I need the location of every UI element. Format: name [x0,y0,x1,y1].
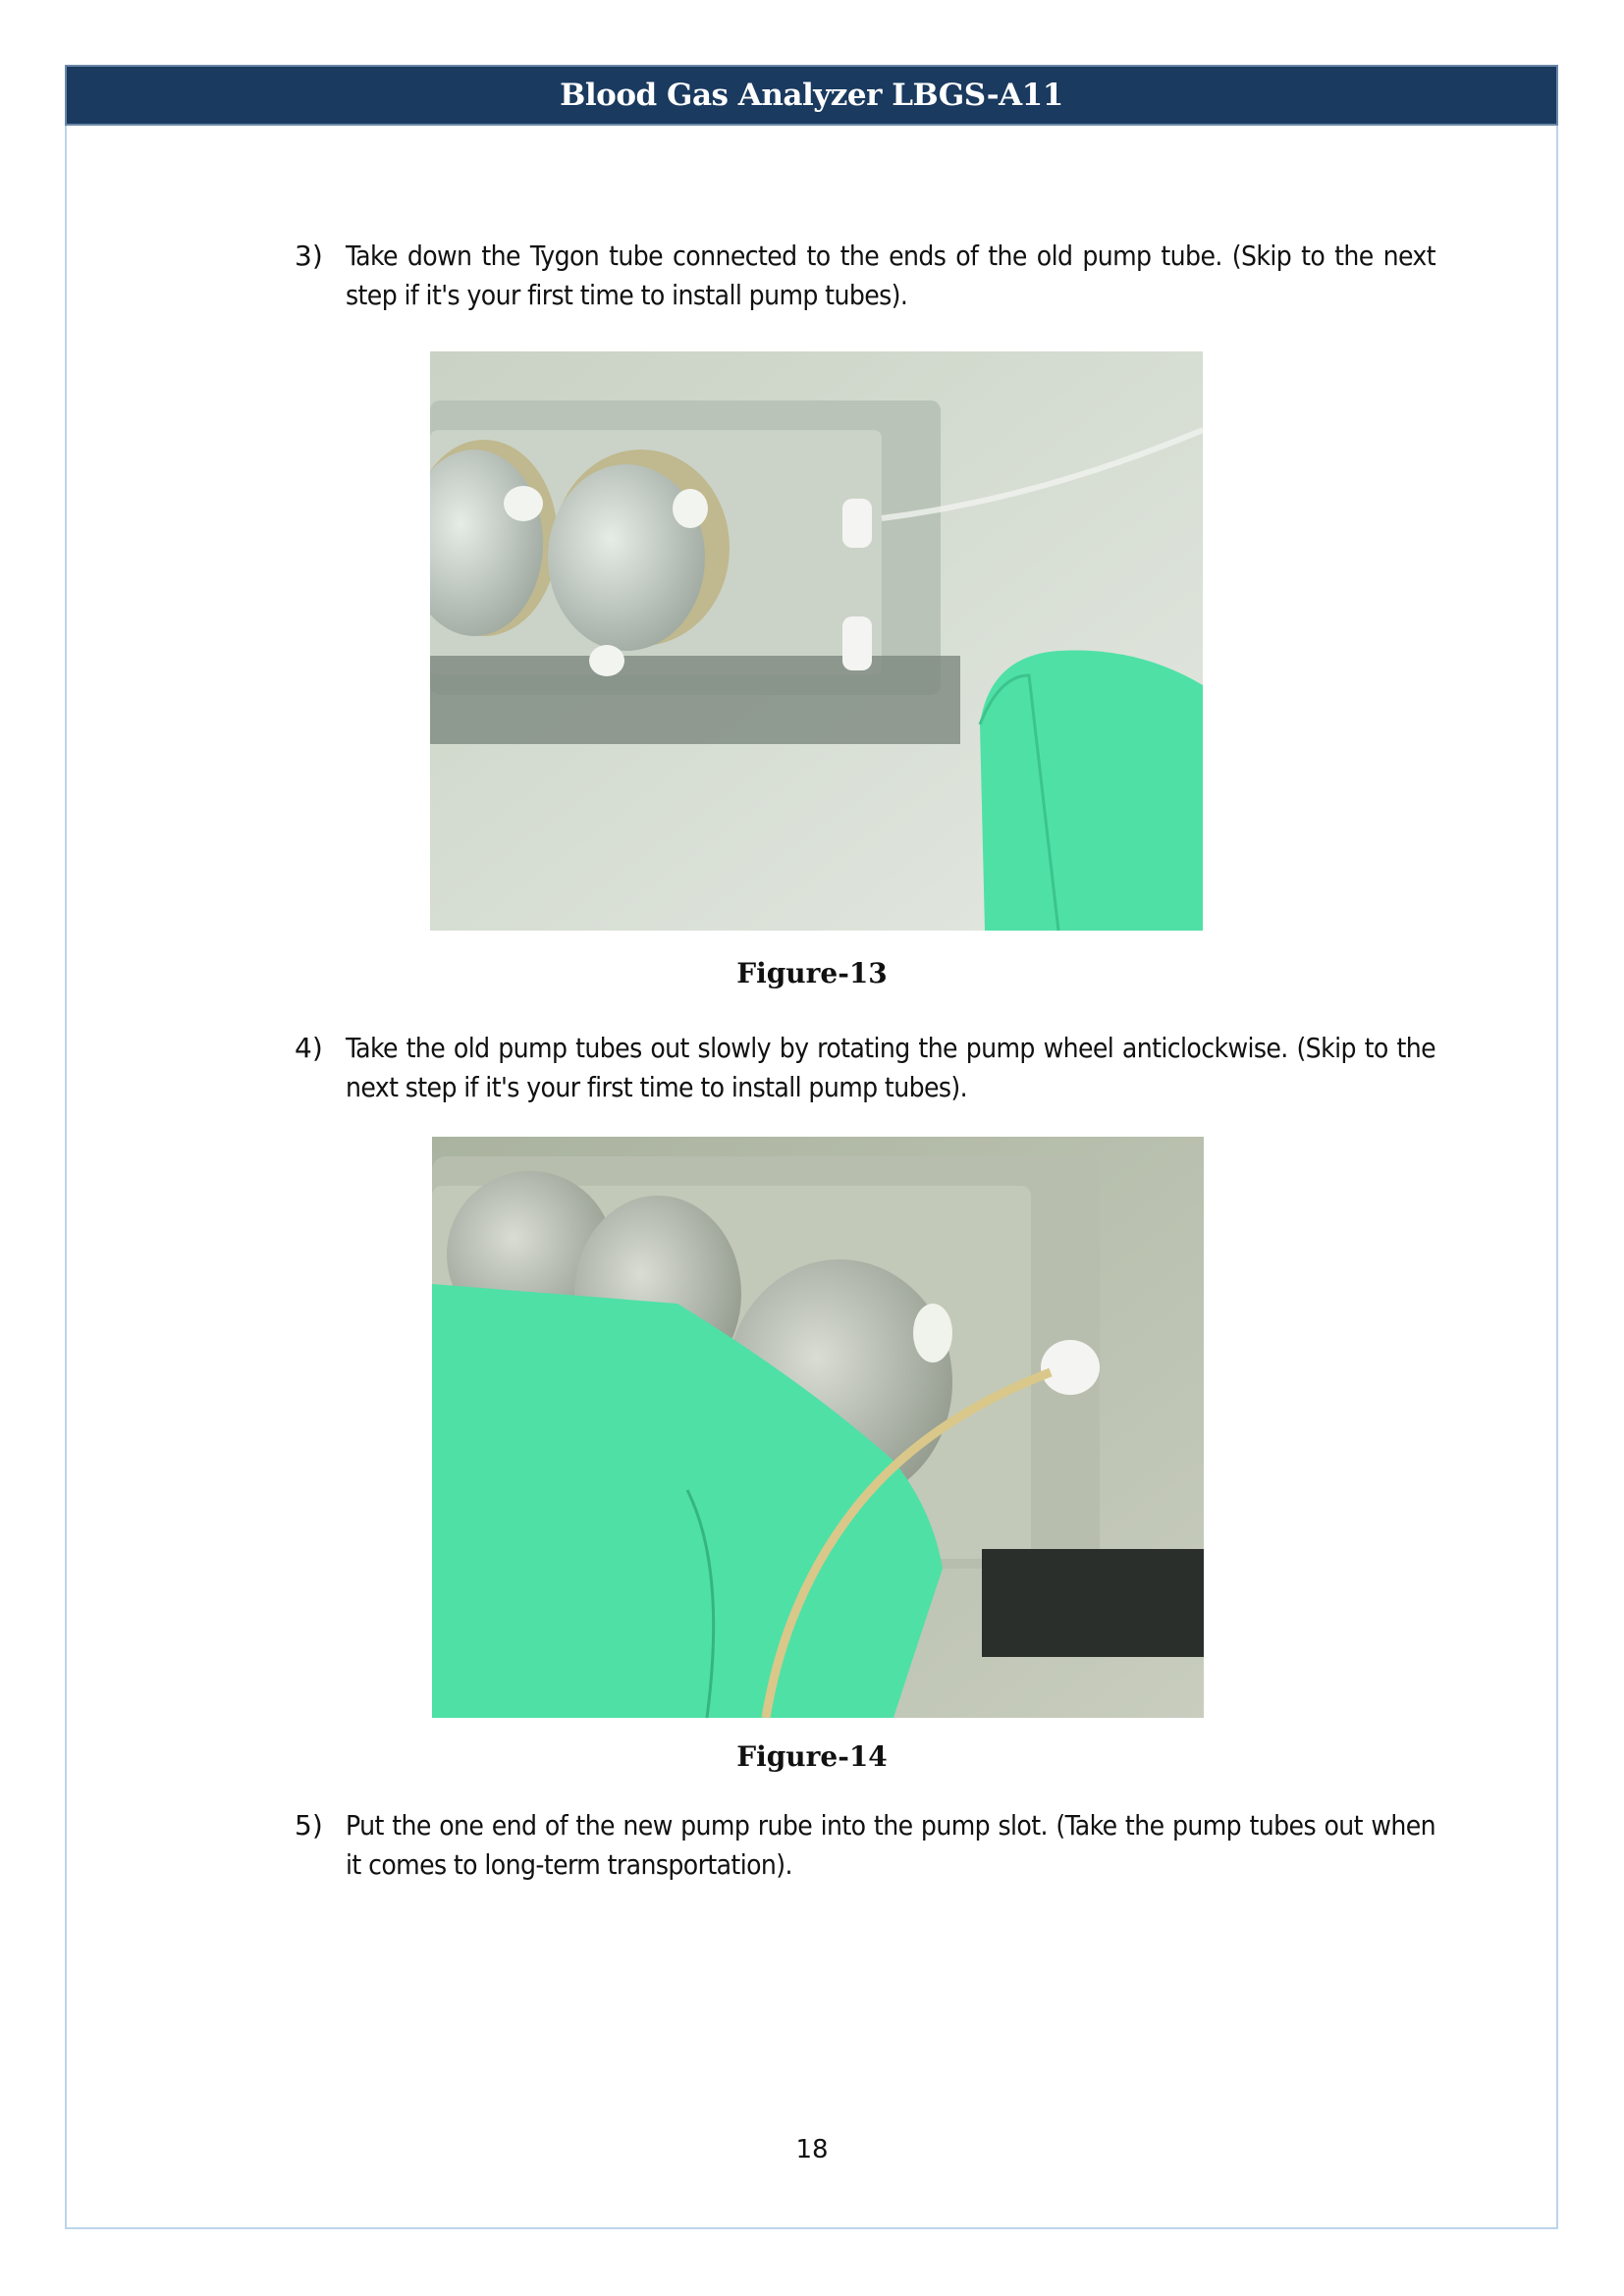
step-text: Take the old pump tubes out slowly by rotating the pump wheel anticlockwise. (Skip to the next step if it's your first time to install pump tubes). [346,1032,1435,1103]
figure-13-caption: Figure-13 [736,957,888,989]
figure-14-image [432,1137,1204,1718]
step-text: Take down the Tygon tube connected to the ends of the old pump tube. (Skip to the next step if it's your first time to install pump tubes). [346,240,1435,311]
step-text: Put the one end of the new pump rube into the pump slot. (Take the pump tubes out when it comes to long-term transportation). [346,1809,1435,1881]
figure-14-caption: Figure-14 [736,1740,888,1773]
step-number: 3) [295,240,323,272]
step-3 [295,237,1435,315]
page-number: 18 [795,2135,829,2164]
document-header [65,65,1558,126]
step-4 [295,1029,1435,1107]
figure-13-image [430,351,1203,931]
document-title: Blood Gas Analyzer LBGS-A11 [560,78,1063,113]
step-number: 4) [295,1032,323,1064]
step-5 [295,1806,1435,1885]
step-number: 5) [295,1809,323,1842]
